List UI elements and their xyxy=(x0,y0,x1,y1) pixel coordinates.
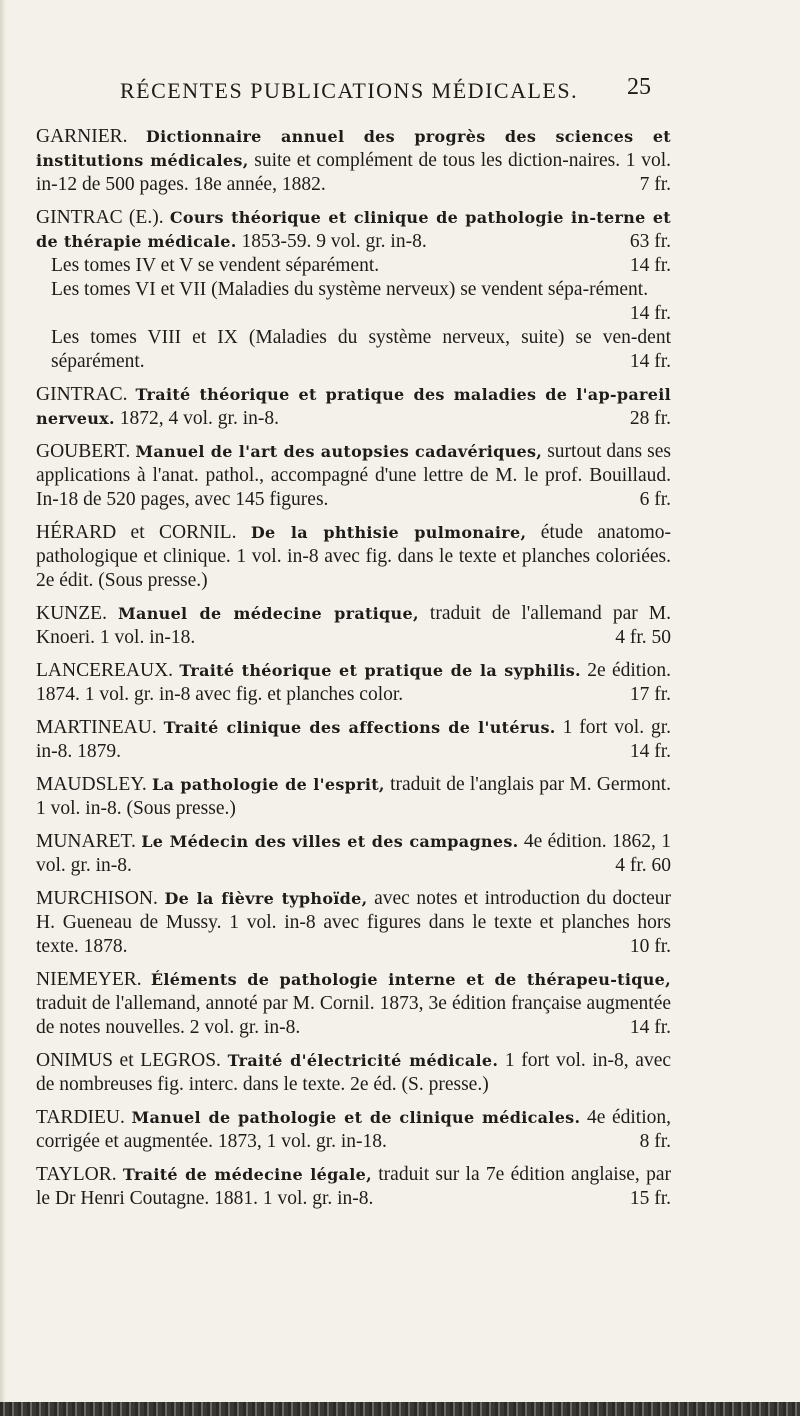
entry-details: traduit sur la 7e édition anglaise, par le Dr Henri Coutagne. 1881. 1 vol. gr. in-8. xyxy=(36,1164,671,1209)
scan-bottom-edge xyxy=(0,1402,800,1416)
sub-item-text: Les tomes VIII et IX (Maladies du système nerveux, suite) se ven-dent séparément. xyxy=(51,327,671,372)
entry-title: Traité théorique et pratique de la syphilis. xyxy=(179,661,581,680)
entry-title: Cours théorique et clinique de pathologie in-terne et de thérapie médicale. xyxy=(36,208,671,251)
entry-price: 4 fr. 50 xyxy=(615,627,671,648)
entry-details: suite et complément de tous les diction-naires. 1 vol. in-12 de 500 pages. 18e année, 1882. xyxy=(36,150,672,195)
sub-item-text: Les tomes IV et V se vendent séparément. xyxy=(51,255,380,276)
entry-title: Traité clinique des affections de l'utérus. xyxy=(163,718,556,737)
sub-item-price: 14 fr. xyxy=(629,303,671,324)
entry-author: TARDIEU. xyxy=(36,1107,125,1128)
entry-title: Traité d'électricité médicale. xyxy=(227,1051,499,1070)
entry-title: Traité de médecine légale, xyxy=(122,1165,372,1184)
entry-author: MUNARET. xyxy=(36,831,136,852)
entry-details: 4e édition. 1862, 1 vol. gr. in-8. xyxy=(36,831,672,876)
sub-item-price: 14 fr. xyxy=(629,255,671,276)
entry-author: ONIMUS et LEGROS. xyxy=(36,1050,221,1071)
entry-author: MARTINEAU. xyxy=(36,717,157,738)
entry-details: 1 fort vol. gr. in-8. 1879. xyxy=(36,717,672,762)
entry-title: De la phthisie pulmonaire, xyxy=(250,523,527,542)
entry-title: Manuel de médecine pratique, xyxy=(118,604,419,623)
catalog-entry xyxy=(36,125,671,197)
entry-price: 6 fr. xyxy=(639,489,671,510)
catalog-entry xyxy=(36,773,671,821)
entry-price: 4 fr. 60 xyxy=(615,855,671,876)
entry-sub-item xyxy=(36,278,671,324)
entry-price: 28 fr. xyxy=(629,408,671,429)
entry-title: Manuel de l'art des autopsies cadavériques, xyxy=(135,442,543,461)
entry-details: avec notes et introduction du docteur H. Gueneau de Mussy. 1 vol. in-8 avec figures dans le texte et planches hors texte. 1878. xyxy=(36,888,672,957)
entry-title: Le Médecin des villes et des campagnes. xyxy=(141,832,519,851)
entry-author: GARNIER. xyxy=(36,126,128,147)
entry-author: MURCHISON. xyxy=(36,888,158,909)
running-head: RÉCENTES PUBLICATIONS MÉDICALES. xyxy=(120,78,579,103)
entry-price: 8 fr. xyxy=(639,1131,671,1152)
entry-sub-item xyxy=(36,254,671,278)
entry-price: 63 fr. xyxy=(629,231,671,252)
entry-details: surtout dans ses applications à l'anat. pathol., accompagné d'une lettre de M. le prof. Bouillaud. In-18 de 520 pages, avec 145 figures. xyxy=(36,441,672,510)
entry-title: Éléments de pathologie interne et de thérapeu-tique, xyxy=(150,970,671,989)
entry-author: GINTRAC (E.). xyxy=(36,207,164,228)
catalog-entry xyxy=(36,206,671,374)
entry-title: Traité théorique et pratique des maladies de l'ap-pareil nerveux. xyxy=(36,385,671,428)
entry-details: traduit de l'allemand, annoté par M. Cornil. 1873, 3e édition française augmentée de notes nouvelles. 2 vol. gr. in-8. xyxy=(36,993,671,1038)
entry-details: 1872, 4 vol. gr. in-8. xyxy=(119,408,279,429)
sub-item-price: 14 fr. xyxy=(629,351,671,372)
page-header xyxy=(0,74,800,118)
catalog-entry xyxy=(36,659,671,707)
catalog-entries xyxy=(36,125,671,1220)
entry-title: De la fièvre typhoïde, xyxy=(164,889,368,908)
entry-price: 15 fr. xyxy=(629,1188,671,1209)
entry-title: Manuel de pathologie et de clinique médicales. xyxy=(131,1108,581,1127)
entry-price: 14 fr. xyxy=(629,1017,671,1038)
entry-details: traduit de l'anglais par M. Germont. 1 vol. in-8. (Sous presse.) xyxy=(36,774,672,819)
catalog-entry xyxy=(36,968,671,1040)
catalog-entry xyxy=(36,830,671,878)
entry-details: 2e édition. 1874. 1 vol. gr. in-8 avec fig. et planches color. xyxy=(36,660,671,705)
page-number: 25 xyxy=(627,74,651,100)
catalog-entry xyxy=(36,1163,671,1211)
entry-title: Dictionnaire annuel des progrès des sciences et institutions médicales, xyxy=(36,127,671,170)
entry-author: LANCEREAUX. xyxy=(36,660,174,681)
entry-sub-item xyxy=(36,326,671,374)
entry-author: MAUDSLEY. xyxy=(36,774,147,795)
entry-author: GOUBERT. xyxy=(36,441,131,462)
entry-author: HÉRARD et CORNIL. xyxy=(36,522,237,543)
entry-details: 4e édition, corrigée et augmentée. 1873, 1 vol. gr. in-18. xyxy=(36,1107,672,1152)
catalog-entry xyxy=(36,521,671,593)
entry-price: 7 fr. xyxy=(639,174,671,195)
entry-price: 14 fr. xyxy=(629,741,671,762)
catalog-entry xyxy=(36,716,671,764)
sub-item-text: Les tomes VI et VII (Maladies du système nerveux) se vendent sépa-rément. xyxy=(51,279,649,300)
catalog-entry xyxy=(36,383,671,431)
page-edge xyxy=(0,0,6,1416)
catalog-entry xyxy=(36,887,671,959)
entry-details: 1 fort vol. in-8, avec de nombreuses fig. interc. dans le texte. 2e éd. (S. presse.) xyxy=(36,1050,672,1095)
entry-title: La pathologie de l'esprit, xyxy=(151,775,385,794)
entry-author: GINTRAC. xyxy=(36,384,128,405)
entry-price: 10 fr. xyxy=(629,936,671,957)
entry-details: étude anatomo-pathologique et clinique. 1 vol. in-8 avec fig. dans le texte et planches coloriées. 2e édit. (Sous presse.) xyxy=(36,522,672,591)
entry-author: NIEMEYER. xyxy=(36,969,142,990)
catalog-entry xyxy=(36,1106,671,1154)
entry-details: traduit de l'allemand par M. Knoeri. 1 vol. in-18. xyxy=(36,603,672,648)
catalog-entry xyxy=(36,440,671,512)
catalog-entry xyxy=(36,1049,671,1097)
entry-details: 1853-59. 9 vol. gr. in-8. xyxy=(241,231,427,252)
entry-author: KUNZE. xyxy=(36,603,107,624)
catalog-entry xyxy=(36,602,671,650)
entry-author: TAYLOR. xyxy=(36,1164,117,1185)
entry-price: 17 fr. xyxy=(629,684,671,705)
